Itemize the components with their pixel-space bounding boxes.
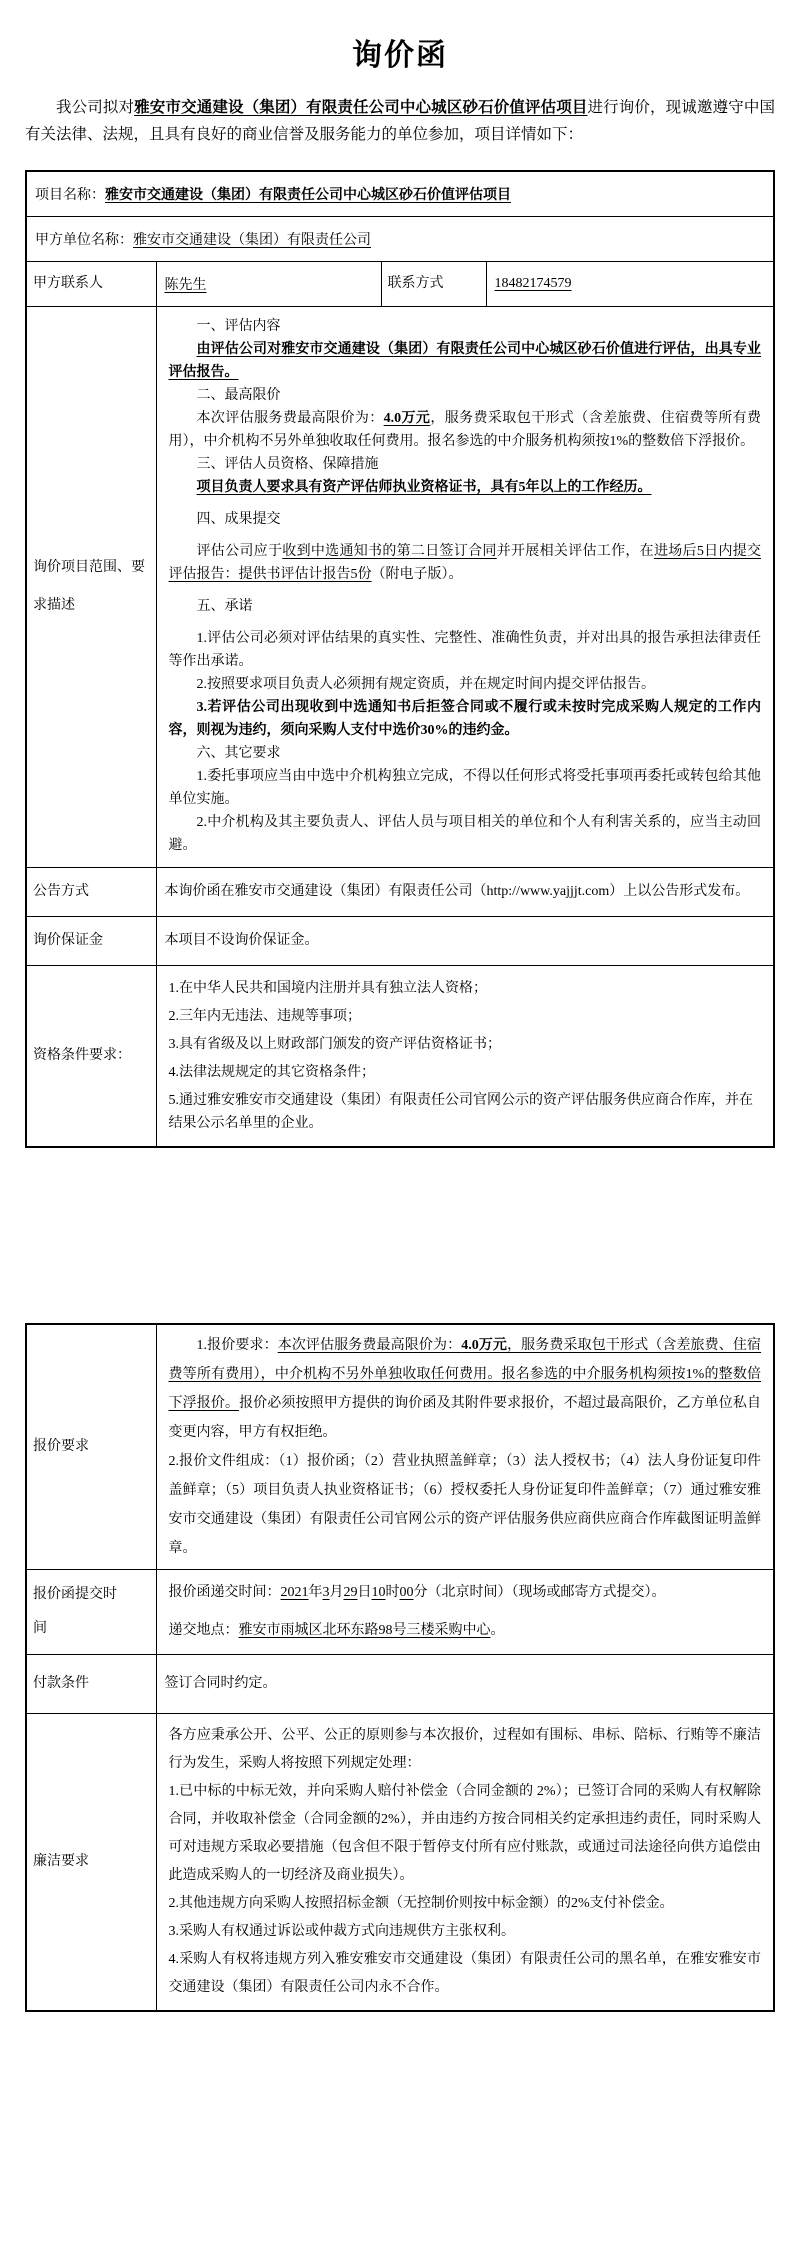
intro-text-post: 进行询价，现诚邀遵守中国有关法律、法规，且具有良好的商业信誉及服务能力的单位参加，项目详情如下：	[25, 99, 775, 143]
submit-place-line	[169, 1612, 762, 1650]
intro-text-pre: 我公司拟对	[56, 99, 135, 116]
scope-paragraph-5-2: 2.按照要求项目负责人必须拥有规定资质，并在规定时间内提交评估报告。	[196, 677, 655, 692]
scope-heading-6: 六、其它要求	[196, 746, 281, 761]
phone-value: 18482174579	[494, 276, 572, 291]
qualification-content	[156, 966, 774, 1148]
scope-p4-underline-1: 收到中选通知书的第二日签订合同	[282, 544, 497, 559]
submit-place-post: 。	[490, 1623, 505, 1638]
scope-heading-5: 五、承诺	[196, 599, 253, 614]
integrity-item-1: 1.已中标的中标无效，并向采购人赔付补偿金（合同金额的 2%）；已签订合同的采购人有权解除合同，并收取补偿金（合同金额的2%），并由违约方按合同相关约定承担违约责任，同时采购人可对违规方采取必要措施（包含但不限于暂停支付所有应付账款，或通过司法途径向供方追偿由此造成采购人的一切经济及商业损失）。	[168, 1784, 761, 1883]
scope-paragraph-6-2: 2.中介机构及其主要负责人、评估人员与项目相关的单位和个人有利害关系的，应当主动回避。	[168, 815, 761, 853]
page-title: 询价函	[352, 39, 448, 72]
intro-paragraph	[25, 94, 775, 148]
project-name-label: 项目名称：	[35, 188, 105, 203]
submit-time-minute: 00	[399, 1585, 414, 1600]
scope-content	[156, 307, 774, 868]
integrity-label: 廉洁要求	[26, 1714, 156, 2012]
intro-project-name: 雅安市交通建设（集团）有限责任公司中心城区砂石价值评估项目	[134, 99, 588, 116]
scope-paragraph-5-3: 3.若评估公司出现收到中选通知书后拒签合同或不履行或未按时完成采购人规定的工作内容，则视为违约，须向采购人支付中选价30%的违约金。	[168, 700, 761, 738]
section-gap	[0, 1148, 800, 1323]
quote-item-1-rest: 报价必须按照甲方提供的询价函及其附件要求报价，不超过最高限价，乙方单位私自变更内容，甲方有权拒绝。	[168, 1396, 762, 1440]
quote-item-1	[169, 1331, 762, 1447]
scope-paragraph-3	[169, 476, 762, 499]
submit-time-pre: 报价函递交时间：	[168, 1585, 281, 1600]
scope-p4-mid: 并开展相关评估工作，在	[496, 544, 654, 559]
announce-label: 公告方式	[26, 868, 156, 917]
submit-time-row	[26, 1570, 774, 1655]
scope-heading-3: 三、评估人员资格、保障措施	[196, 457, 379, 472]
inquiry-details-table	[25, 170, 775, 1148]
announce-value: 本询价函在雅安市交通建设（集团）有限责任公司（http://www.yajjjt.com）上以公告形式发布。	[156, 868, 774, 917]
scope-row	[26, 307, 774, 868]
scope-price-pre: 本次评估服务费最高限价为：	[196, 411, 384, 426]
qualification-item-5: 5.通过雅安雅安市交通建设（集团）有限责任公司官网公示的资产评估服务供应商合作库，并在结果公示名单里的企业。	[168, 1093, 753, 1131]
contact-label: 甲方联系人	[26, 262, 156, 307]
quote-requirements-label: 报价要求	[26, 1324, 156, 1570]
integrity-item-4: 4.采购人有权将违规方列入雅安雅安市交通建设（集团）有限责任公司的黑名单，在雅安雅安市交通建设（集团）有限责任公司内永不合作。	[168, 1952, 761, 1995]
party-a-label: 甲方单位名称：	[35, 233, 133, 248]
party-a-row	[26, 217, 774, 262]
scope-heading-4: 四、成果提交	[196, 512, 281, 527]
scope-price-value: 4.0万元	[383, 411, 431, 426]
submit-time-year: 2021	[280, 1585, 309, 1600]
quote-requirements-content	[156, 1324, 774, 1570]
contact-value: 陈先生	[164, 278, 207, 293]
integrity-item-2: 2.其他违规方向采购人按照招标金额（无控制价则按中标金额）的2%支付补偿金。	[168, 1896, 674, 1911]
scope-paragraph-1	[169, 338, 762, 384]
deposit-row	[26, 917, 774, 966]
party-a-cell	[26, 217, 774, 262]
party-a-value: 雅安市交通建设（集团）有限责任公司	[133, 233, 371, 248]
deposit-value: 本项目不设询价保证金。	[156, 917, 774, 966]
submit-place-pre: 递交地点：	[168, 1623, 239, 1638]
scope-paragraph-1-text: 由评估公司对雅安市交通建设（集团）有限责任公司中心城区砂石价值进行评估，出具专业评估报告。	[168, 342, 761, 380]
qualification-label: 资格条件要求：	[26, 966, 156, 1148]
submit-time-content	[156, 1570, 774, 1655]
submit-time-line	[169, 1574, 762, 1612]
submit-time-post: （北京时间）（现场或邮寄方式提交）。	[427, 1585, 666, 1600]
scope-paragraph-6-1: 1.委托事项应当由中选中介机构独立完成，不得以任何形式将受托事项再委托或转包给其他单位实施。	[168, 769, 761, 807]
submit-time-year-unit: 年	[308, 1585, 323, 1600]
integrity-row	[26, 1714, 774, 2012]
phone-label: 联系方式	[381, 262, 486, 307]
contact-row	[26, 262, 774, 307]
scope-paragraph-4	[169, 540, 762, 586]
payment-row	[26, 1655, 774, 1714]
submit-place-value: 雅安市雨城区北环东路98号三楼采购中心	[238, 1623, 491, 1638]
scope-paragraph-5-1: 1.评估公司必须对评估结果的真实性、完整性、准确性负责，并对出具的报告承担法律责任等作出承诺。	[168, 631, 761, 669]
submit-time-hour-unit: 时	[385, 1585, 400, 1600]
qualification-row	[26, 966, 774, 1148]
submit-time-day-unit: 日	[357, 1585, 372, 1600]
qualification-item-1: 1.在中华人民共和国境内注册并具有独立法人资格；	[168, 981, 487, 996]
contact-value-cell	[156, 262, 381, 307]
integrity-intro: 各方应秉承公开、公平、公正的原则参与本次报价，过程如有围标、串标、陪标、行贿等不廉洁行为发生，采购人将按照下列规定处理：	[168, 1728, 761, 1771]
qualification-item-3: 3.具有省级及以上财政部门颁发的资产评估资格证书；	[168, 1037, 501, 1052]
submit-time-label: 报价函提交时间	[26, 1570, 156, 1655]
payment-value: 签订合同时约定。	[156, 1655, 774, 1714]
integrity-item-3: 3.采购人有权通过诉讼或仲裁方式向违规供方主张权利。	[168, 1924, 515, 1939]
phone-value-cell	[486, 262, 774, 307]
submit-time-month-unit: 月	[329, 1585, 344, 1600]
scope-paragraph-3-text: 项目负责人要求具有资产评估师执业资格证书，具有5年以上的工作经历。	[196, 480, 652, 495]
scope-label: 询价项目范围、要求描述	[26, 307, 156, 868]
submit-time-month: 3	[322, 1585, 330, 1600]
scope-paragraph-2	[169, 407, 762, 453]
quote-requirements-row	[26, 1324, 774, 1570]
project-name-row	[26, 171, 774, 217]
submit-time-day: 29	[343, 1585, 358, 1600]
quotation-requirements-table	[25, 1323, 775, 2012]
deposit-label: 询价保证金	[26, 917, 156, 966]
scope-heading-1: 一、评估内容	[196, 319, 281, 334]
project-name-cell	[26, 171, 774, 217]
announce-row	[26, 868, 774, 917]
quote-item-2: 2.报价文件组成：（1）报价函；（2）营业执照盖鲜章；（3）法人授权书；（4）法人身份证复印件盖鲜章；（5）项目负责人执业资格证书；（6）授权委托人身份证复印件盖鲜章；（7）通过雅安雅安市交通建设（集团）有限责任公司官网公示的资产评估服务供应商供应商合作库截图证明盖鲜章。	[168, 1454, 761, 1556]
quote-item-1-price: 4.0万元	[461, 1338, 508, 1353]
project-name-value: 雅安市交通建设（集团）有限责任公司中心城区砂石价值评估项目	[105, 188, 511, 203]
payment-label: 付款条件	[26, 1655, 156, 1714]
submit-time-hour: 10	[371, 1585, 386, 1600]
scope-price-post: ，服务费采取包干形式（含差旅费、住宿费等所有费用），中介机构不另外单独收取任何费用。报名参选的中介服务机构须按1%的整数倍下浮报价。	[168, 411, 762, 449]
submit-time-minute-unit: 分	[413, 1585, 428, 1600]
scope-p4-underline-2: 进场后5日内提交评估报告：提供书评估计报告5份	[168, 544, 762, 582]
qualification-item-4: 4.法律法规规定的其它资格条件；	[168, 1065, 375, 1080]
scope-p4-pre: 评估公司应于	[196, 544, 283, 559]
quote-item-1-pre: 1.报价要求：	[196, 1338, 278, 1353]
quote-item-1-underline-1: 本次评估服务费最高限价为：	[277, 1338, 462, 1353]
scope-heading-2: 二、最高限价	[196, 388, 281, 403]
qualification-item-2: 2.三年内无违法、违规等事项；	[168, 1009, 361, 1024]
integrity-content	[156, 1714, 774, 2012]
scope-p4-post: （附电子版）。	[371, 567, 463, 582]
quote-item-1-underline-2: ，服务费采取包干形式（含差旅费、住宿费等所有费用），中介机构不另外单独收取任何费用。报名参选的中介服务机构须按1%的整数倍下浮报价。	[168, 1338, 762, 1411]
